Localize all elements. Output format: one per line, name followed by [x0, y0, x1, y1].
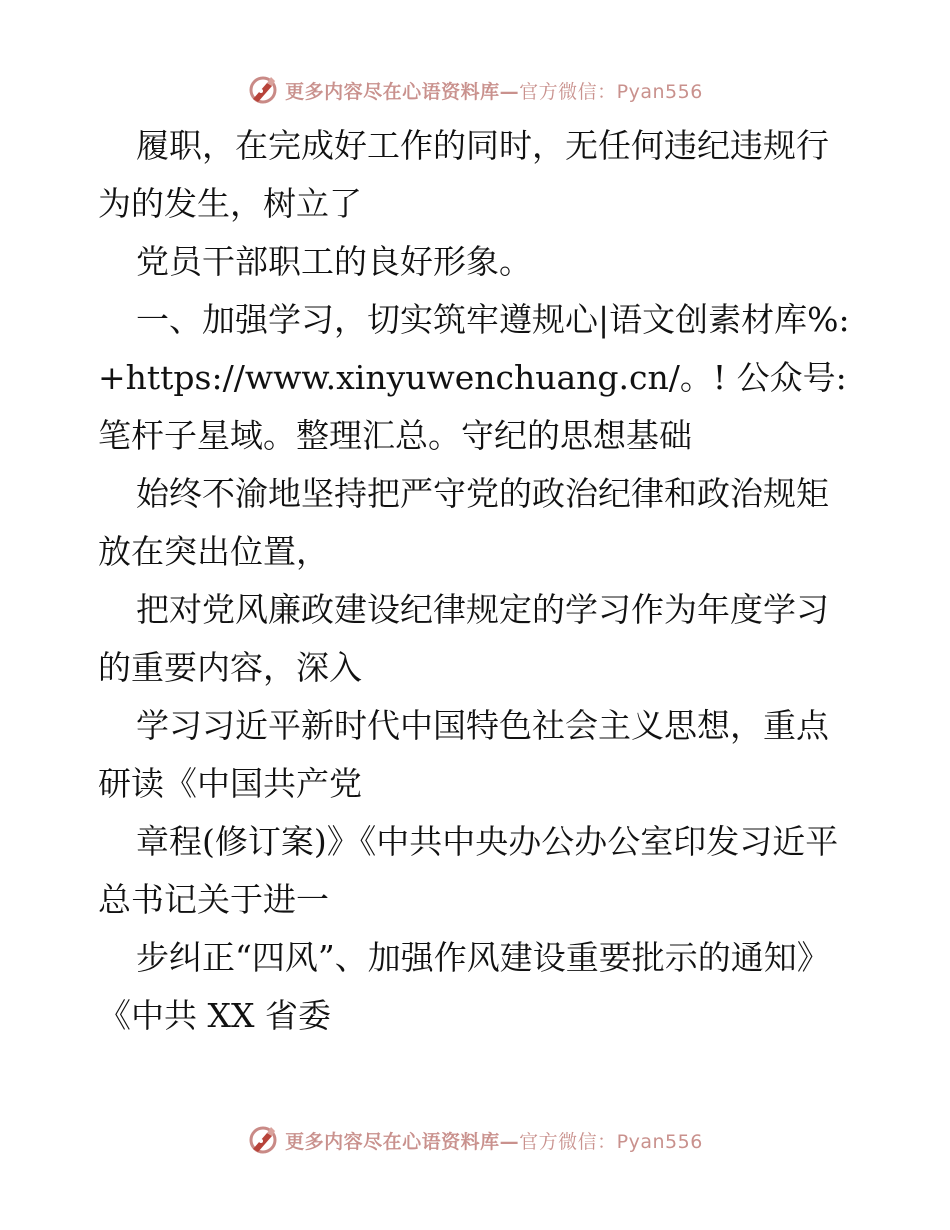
paragraph-6: 学习习近平新时代中国特色社会主义思想，重点研读《中国共产党 — [98, 706, 829, 803]
header-banner-wechat: 官方微信：Pyan556 — [519, 80, 703, 103]
footer-banner — [0, 1120, 950, 1160]
paragraph-5: 把对党风廉政建设纪律规定的学习作为年度学习的重要内容，深入 — [98, 590, 829, 687]
header-banner-content — [247, 73, 703, 107]
footer-banner-main: 更多内容尽在心语资料库— — [285, 1130, 520, 1153]
footer-banner-content — [247, 1123, 703, 1157]
paragraph-2: 党员干部职工的良好形象。 — [136, 242, 532, 281]
footer-banner-text — [285, 1127, 703, 1154]
paragraph-8: 步纠正“四风”、加强作风建设重要批示的通知》《中共 XX 省委 — [98, 938, 830, 1035]
paragraph-7: 章程(修订案)》《中共中央办公办公室印发习近平总书记关于进一 — [98, 822, 839, 919]
paragraph-1: 履职，在完成好工作的同时，无任何违纪违规行为的发生，树立了 — [98, 126, 829, 223]
paragraph-4: 始终不渝地坚持把严守党的政治纪律和政治规矩放在突出位置， — [98, 474, 829, 571]
header-banner — [0, 70, 950, 110]
header-banner-main: 更多内容尽在心语资料库— — [285, 80, 520, 103]
footer-banner-wechat: 官方微信：Pyan556 — [519, 1130, 703, 1153]
body-text — [98, 117, 858, 1045]
pen-logo-icon — [247, 1123, 281, 1157]
paragraph-3: 一、加强学习，切实筑牢遵规心|语文创素材库%: +https://www.xinyuwenchuang.cn/。! 公众号: 笔杆子星域。整理汇总。守纪的思想基础 — [98, 300, 850, 455]
header-banner-text — [285, 77, 703, 104]
pen-logo-icon — [247, 73, 281, 107]
